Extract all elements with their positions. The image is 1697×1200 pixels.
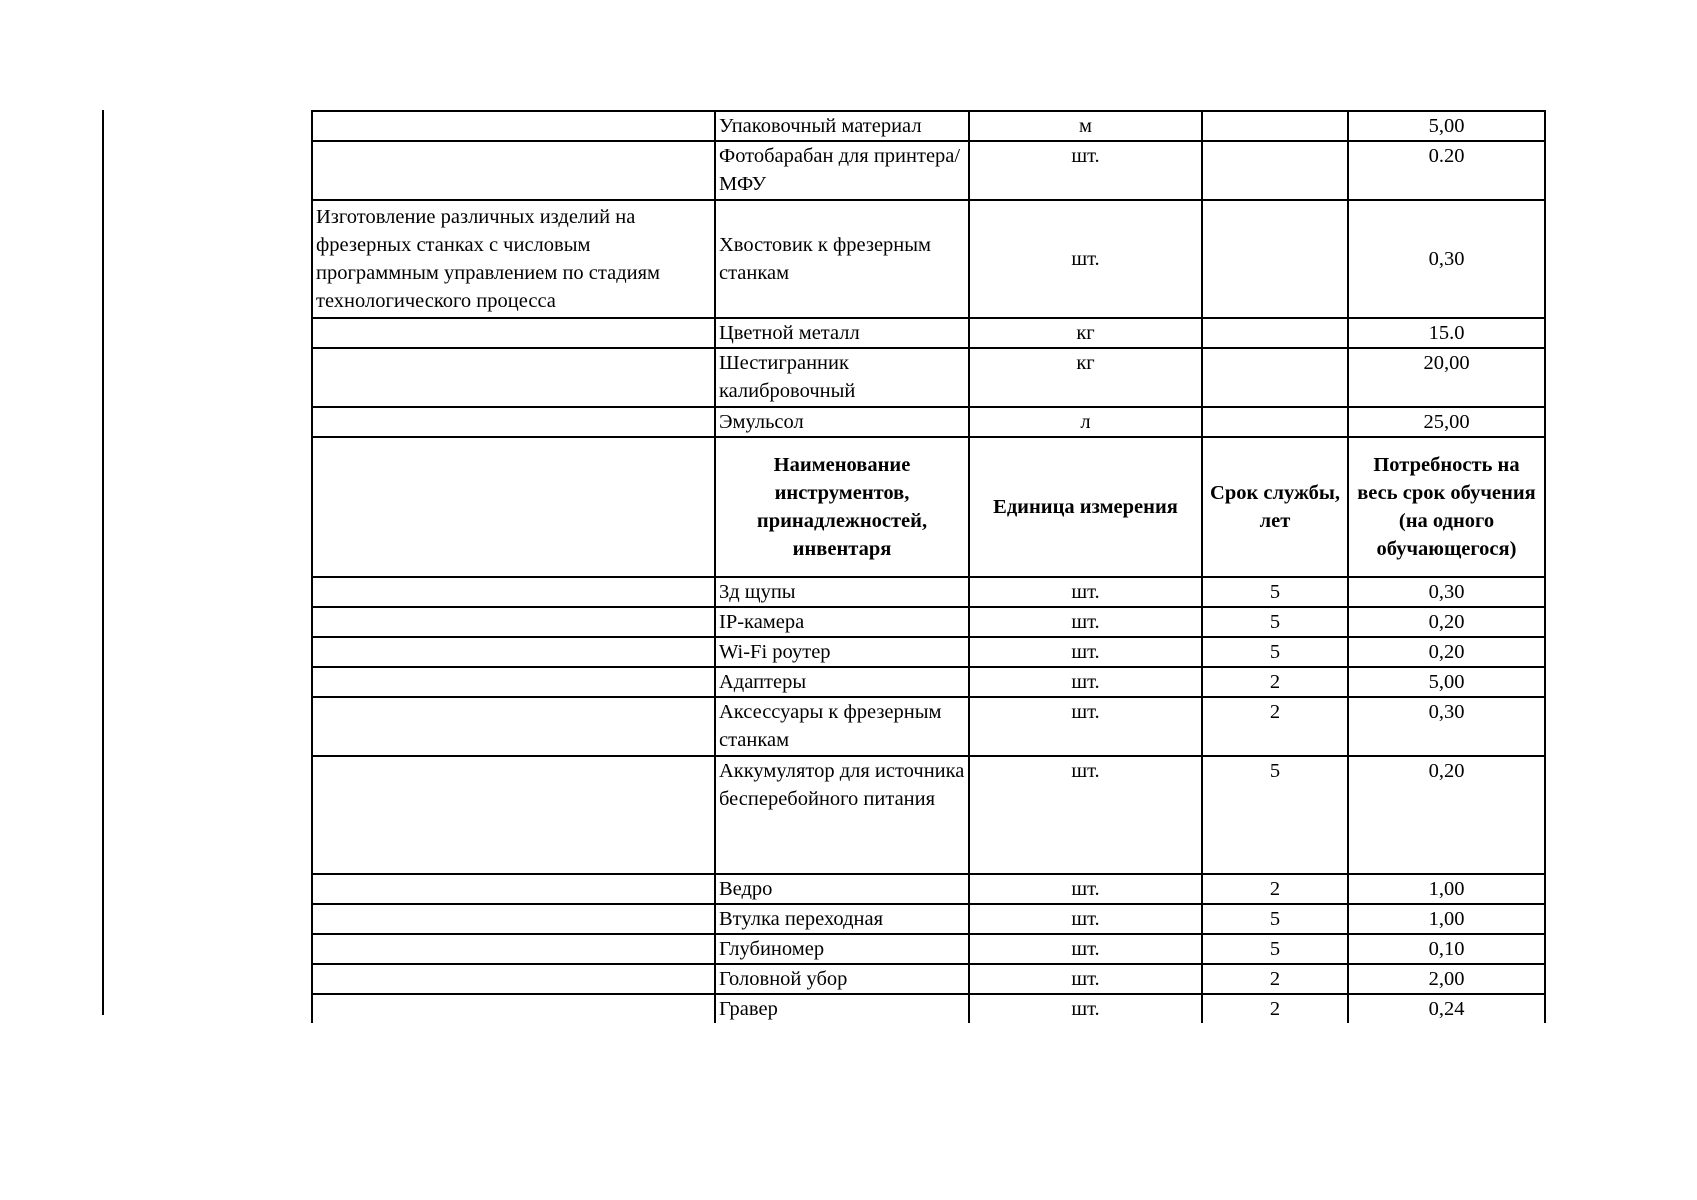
activity-cell xyxy=(312,437,715,577)
item-need: 2,00 xyxy=(1348,964,1545,994)
item-term xyxy=(1202,200,1348,318)
activity-cell xyxy=(312,964,715,994)
item-term xyxy=(1202,348,1348,407)
activity-cell xyxy=(312,141,715,200)
item-unit: шт. xyxy=(969,756,1202,874)
header-term: Срок службы, лет xyxy=(1202,437,1348,577)
item-need: 5,00 xyxy=(1348,111,1545,141)
table-row xyxy=(312,904,1545,934)
item-name: Глубиномер xyxy=(715,934,969,964)
item-term: 5 xyxy=(1202,904,1348,934)
item-need: 0,20 xyxy=(1348,756,1545,874)
header-need: Потребность на весь срок обучения (на одного обучающегося) xyxy=(1348,437,1545,577)
item-unit: шт. xyxy=(969,934,1202,964)
item-need: 0,24 xyxy=(1348,994,1545,1023)
item-need: 1,00 xyxy=(1348,874,1545,904)
item-unit: шт. xyxy=(969,904,1202,934)
item-need: 20,00 xyxy=(1348,348,1545,407)
item-name: Фотобарабан для принтера/МФУ xyxy=(715,141,969,200)
item-name: 3д щупы xyxy=(715,577,969,607)
item-need: 25,00 xyxy=(1348,407,1545,437)
item-name: Адаптеры xyxy=(715,667,969,697)
item-name: Гравер xyxy=(715,994,969,1023)
item-term xyxy=(1202,141,1348,200)
table-row xyxy=(312,756,1545,874)
activity-cell xyxy=(312,111,715,141)
table-row xyxy=(312,637,1545,667)
item-name: Головной убор xyxy=(715,964,969,994)
item-term: 5 xyxy=(1202,934,1348,964)
activity-cell xyxy=(312,874,715,904)
item-term: 5 xyxy=(1202,577,1348,607)
activity-cell xyxy=(312,577,715,607)
item-name: Ведро xyxy=(715,874,969,904)
item-unit: кг xyxy=(969,348,1202,407)
item-unit: шт. xyxy=(969,200,1202,318)
item-name: IP-камера xyxy=(715,607,969,637)
item-term: 2 xyxy=(1202,964,1348,994)
item-need: 0,30 xyxy=(1348,577,1545,607)
table-row xyxy=(312,934,1545,964)
materials-table xyxy=(311,110,1546,1023)
table-row xyxy=(312,200,1545,318)
activity-cell xyxy=(312,407,715,437)
item-need: 0,20 xyxy=(1348,637,1545,667)
table-row xyxy=(312,874,1545,904)
item-unit: шт. xyxy=(969,637,1202,667)
item-unit: м xyxy=(969,111,1202,141)
item-term xyxy=(1202,111,1348,141)
item-unit: шт. xyxy=(969,667,1202,697)
table-row xyxy=(312,994,1545,1023)
item-term: 5 xyxy=(1202,607,1348,637)
item-unit: шт. xyxy=(969,994,1202,1023)
item-need: 0,10 xyxy=(1348,934,1545,964)
activity-description: Изготовление различных изделий на фрезерных станках с числовым программным управлением по стадиям технологического процесса xyxy=(312,200,715,318)
item-name: Аккумулятор для источника бесперебойного питания xyxy=(715,756,969,874)
table-row xyxy=(312,318,1545,348)
item-name: Эмульсол xyxy=(715,407,969,437)
activity-cell xyxy=(312,994,715,1023)
item-unit: шт. xyxy=(969,697,1202,756)
item-name: Упаковочный материал xyxy=(715,111,969,141)
item-need: 0,20 xyxy=(1348,607,1545,637)
item-unit: кг xyxy=(969,318,1202,348)
table-row xyxy=(312,577,1545,607)
page-margin-rule xyxy=(102,110,104,1015)
item-term xyxy=(1202,318,1348,348)
item-name: Аксессуары к фрезерным станкам xyxy=(715,697,969,756)
item-name: Хвостовик к фрезерным станкам xyxy=(715,200,969,318)
table-row xyxy=(312,111,1545,141)
item-name: Цветной металл xyxy=(715,318,969,348)
activity-cell xyxy=(312,934,715,964)
item-term: 2 xyxy=(1202,874,1348,904)
table-row xyxy=(312,407,1545,437)
item-name: Wi-Fi роутер xyxy=(715,637,969,667)
item-name: Шестигранник калибровочный xyxy=(715,348,969,407)
activity-cell xyxy=(312,318,715,348)
item-unit: шт. xyxy=(969,577,1202,607)
activity-cell xyxy=(312,904,715,934)
table-row xyxy=(312,607,1545,637)
table-header-row xyxy=(312,437,1545,577)
activity-cell xyxy=(312,697,715,756)
item-name: Втулка переходная xyxy=(715,904,969,934)
item-need: 0,30 xyxy=(1348,200,1545,318)
item-need: 15.0 xyxy=(1348,318,1545,348)
item-need: 0.20 xyxy=(1348,141,1545,200)
item-need: 0,30 xyxy=(1348,697,1545,756)
item-term: 5 xyxy=(1202,637,1348,667)
table-row xyxy=(312,667,1545,697)
table-row xyxy=(312,348,1545,407)
activity-cell xyxy=(312,637,715,667)
activity-cell xyxy=(312,348,715,407)
table-row xyxy=(312,141,1545,200)
activity-cell xyxy=(312,667,715,697)
item-unit: шт. xyxy=(969,874,1202,904)
table-row xyxy=(312,697,1545,756)
item-term: 2 xyxy=(1202,667,1348,697)
item-term: 2 xyxy=(1202,994,1348,1023)
item-unit: л xyxy=(969,407,1202,437)
item-term: 5 xyxy=(1202,756,1348,874)
item-unit: шт. xyxy=(969,141,1202,200)
item-unit: шт. xyxy=(969,607,1202,637)
header-name: Наименование инструментов, принадлежностей, инвентаря xyxy=(715,437,969,577)
header-unit: Единица измерения xyxy=(969,437,1202,577)
table-row xyxy=(312,964,1545,994)
item-need: 5,00 xyxy=(1348,667,1545,697)
item-need: 1,00 xyxy=(1348,904,1545,934)
item-term xyxy=(1202,407,1348,437)
activity-cell xyxy=(312,607,715,637)
activity-cell xyxy=(312,756,715,874)
item-term: 2 xyxy=(1202,697,1348,756)
item-unit: шт. xyxy=(969,964,1202,994)
